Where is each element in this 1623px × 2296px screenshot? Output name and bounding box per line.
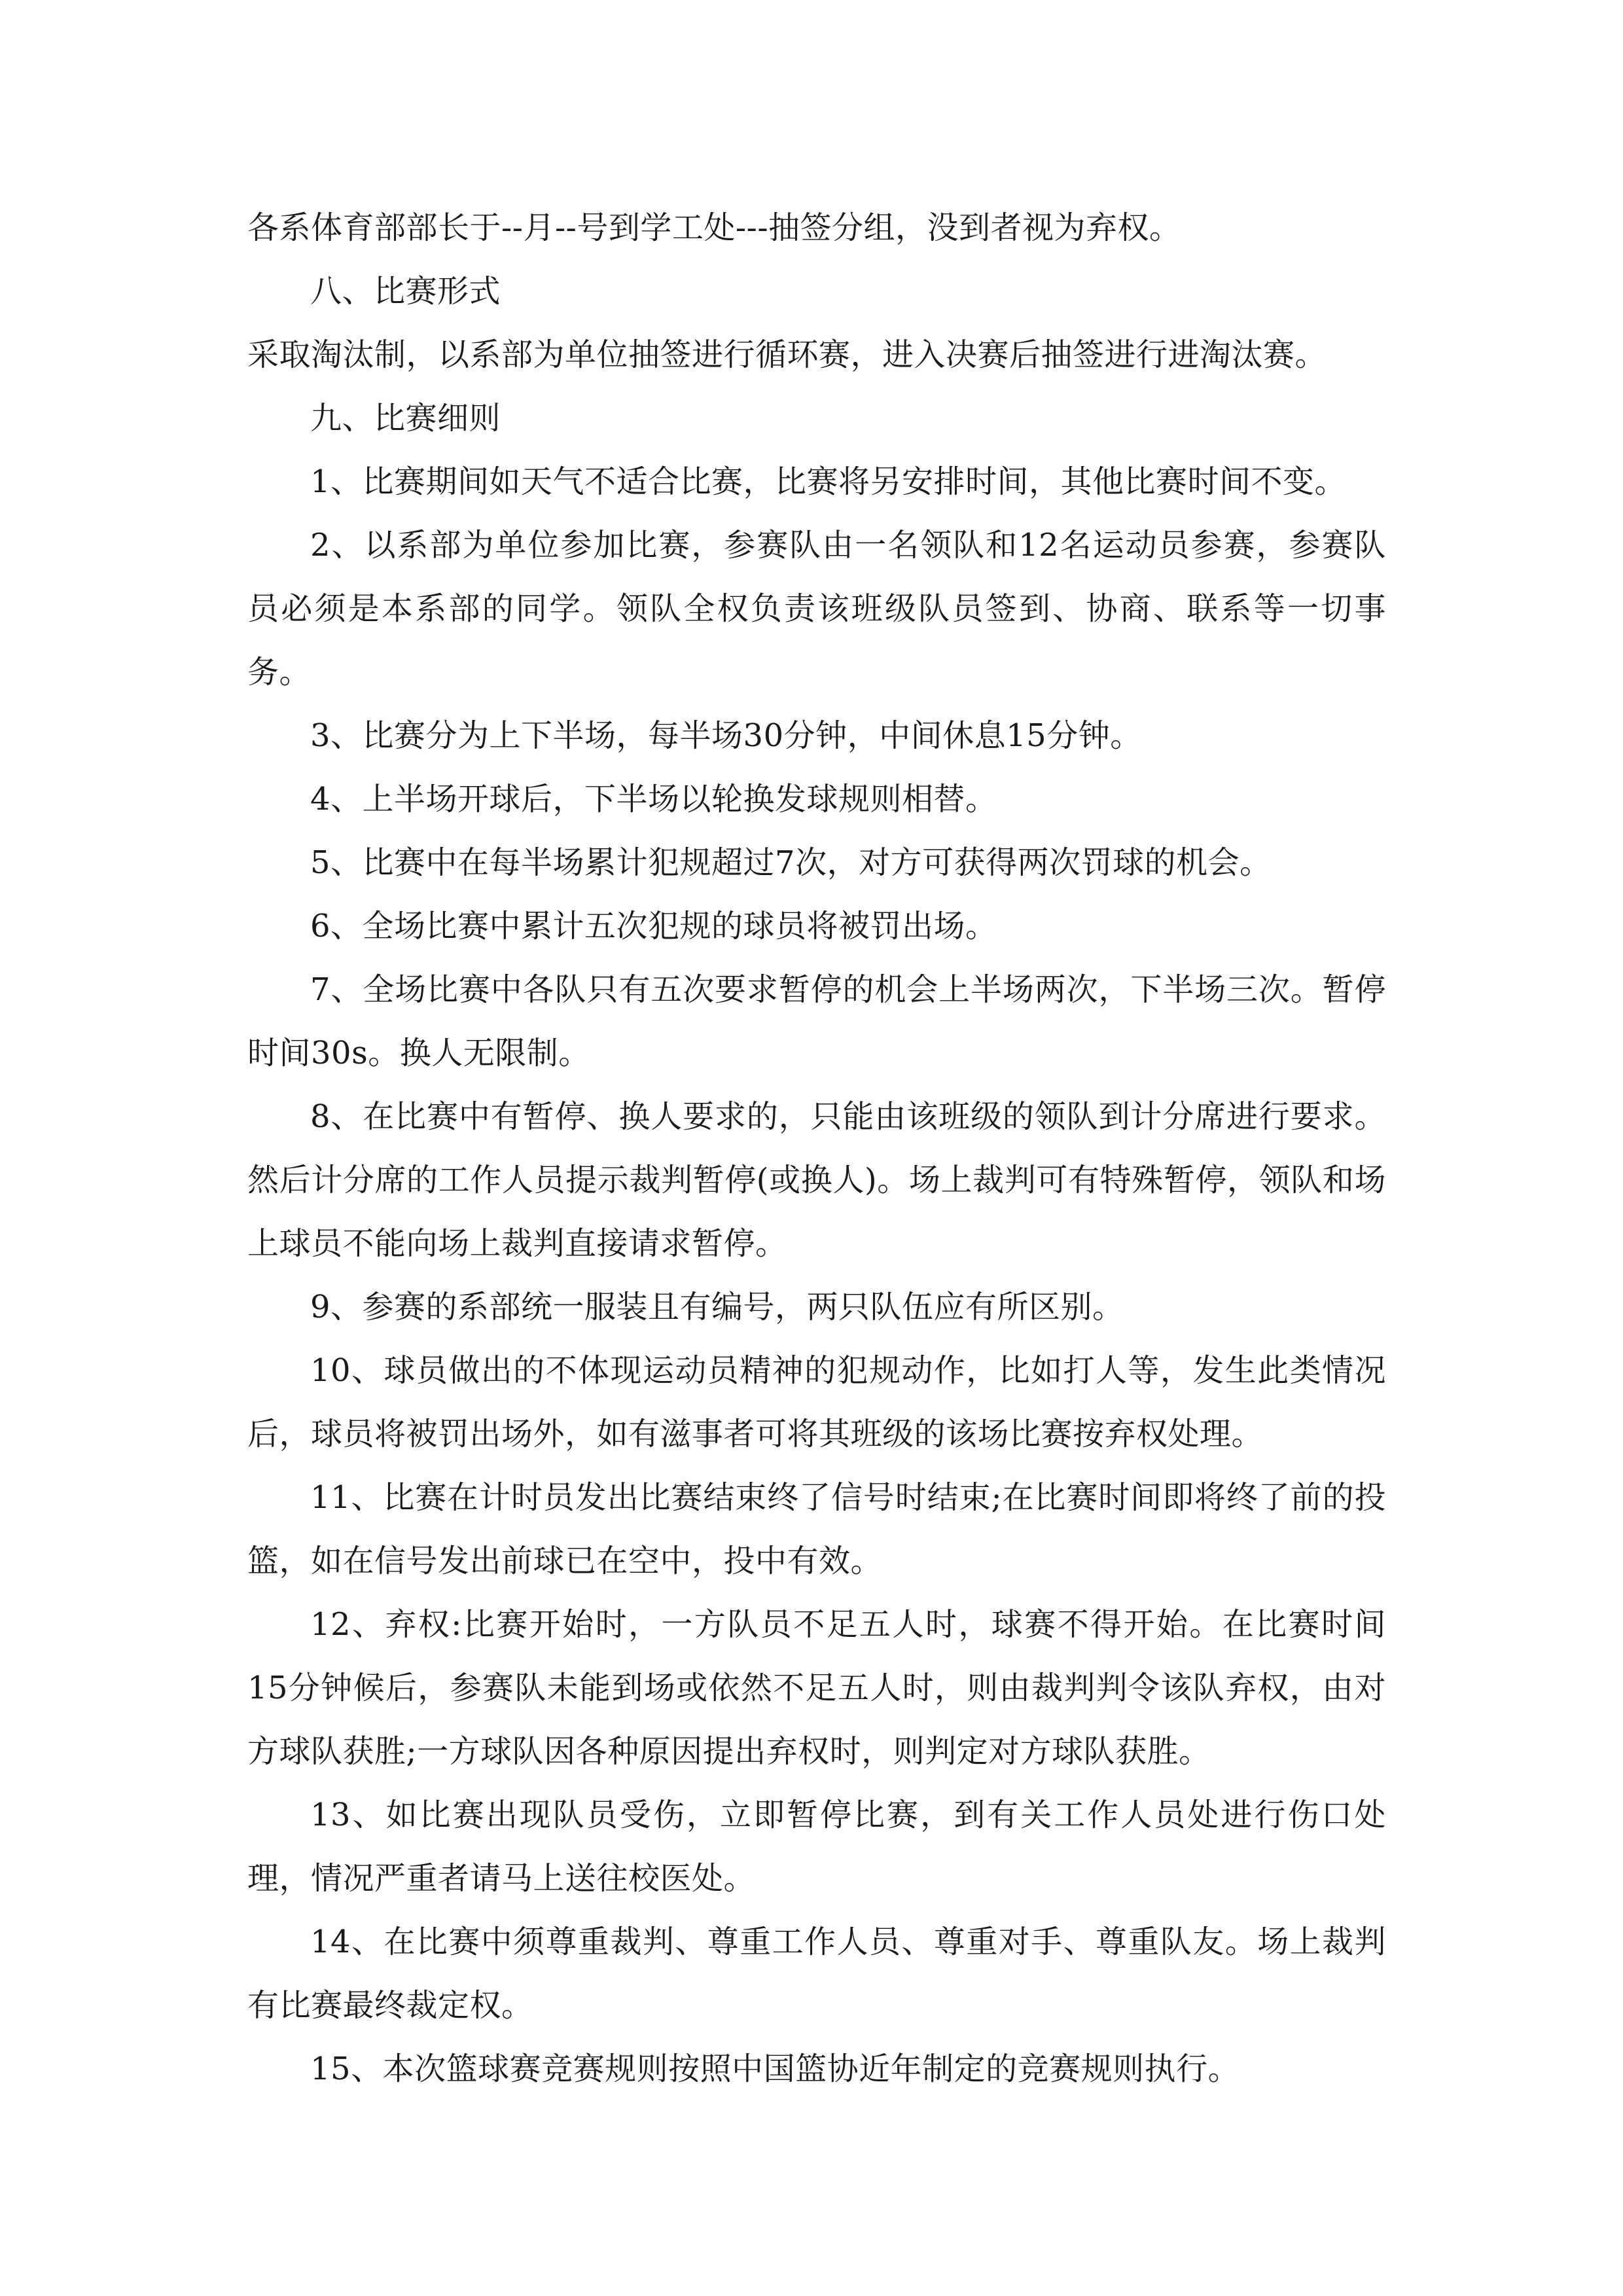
document-body: [247, 196, 1386, 2101]
rule-15: 15、本次篮球赛竞赛规则按照中国篮协近年制定的竞赛规则执行。: [310, 2051, 1240, 2087]
rule-3: 3、比赛分为上下半场，每半场30分钟，中间休息15分钟。: [310, 717, 1142, 754]
paragraph-draw-registration: 各系体育部部长于--月--号到学工处---抽签分组，没到者视为弃权。: [247, 209, 1181, 246]
rule-6: 6、全场比赛中累计五次犯规的球员将被罚出场。: [310, 908, 997, 944]
rule-12: 12、弃权:比赛开始时，一方队员不足五人时，球赛不得开始。在比赛时间15分钟候后，参赛队未能到场或依然不足五人时，则由裁判判令该队弃权，由对方球队获胜;一方球队因各种原因提出弃权时，则判定对方球队获胜。: [247, 1606, 1386, 1770]
rule-2: 2、以系部为单位参加比赛，参赛队由一名领队和12名运动员参赛，参赛队员必须是本系部的同学。领队全权负责该班级队员签到、协商、联系等一切事务。: [247, 527, 1386, 691]
rule-9: 9、参赛的系部统一服装且有编号，两只队伍应有所区别。: [310, 1289, 1124, 1325]
rule-4: 4、上半场开球后，下半场以轮换发球规则相替。: [310, 781, 997, 817]
rule-7: 7、全场比赛中各队只有五次要求暂停的机会上半场两次，下半场三次。暂停时间30s。换人无限制。: [247, 971, 1386, 1071]
rule-5: 5、比赛中在每半场累计犯规超过7次，对方可获得两次罚球的机会。: [310, 844, 1272, 881]
rule-10: 10、球员做出的不体现运动员精神的犯规动作，比如打人等，发生此类情况后，球员将被罚出场外，如有滋事者可将其班级的该场比赛按弃权处理。: [247, 1352, 1386, 1452]
rule-14: 14、在比赛中须尊重裁判、尊重工作人员、尊重对手、尊重队友。场上裁判有比赛最终裁定权。: [247, 1924, 1386, 2024]
section-heading-competition-rules: 九、比赛细则: [310, 400, 501, 437]
rule-1: 1、比赛期间如天气不适合比赛，比赛将另安排时间，其他比赛时间不变。: [310, 463, 1347, 500]
rule-13: 13、如比赛出现队员受伤，立即暂停比赛，到有关工作人员处进行伤口处理，情况严重者请马上送往校医处。: [247, 1797, 1386, 1897]
rule-11: 11、比赛在计时员发出比赛结束终了信号时结束;在比赛时间即将终了前的投篮，如在信号发出前球已在空中，投中有效。: [247, 1479, 1386, 1579]
paragraph-competition-format: 采取淘汰制，以系部为单位抽签进行循环赛，进入决赛后抽签进行进淘汰赛。: [247, 336, 1327, 373]
section-heading-competition-format: 八、比赛形式: [310, 273, 501, 310]
rule-8: 8、在比赛中有暂停、换人要求的，只能由该班级的领队到计分席进行要求。然后计分席的工作人员提示裁判暂停(或换人)。场上裁判可有特殊暂停，领队和场上球员不能向场上裁判直接请求暂停。: [247, 1098, 1386, 1262]
